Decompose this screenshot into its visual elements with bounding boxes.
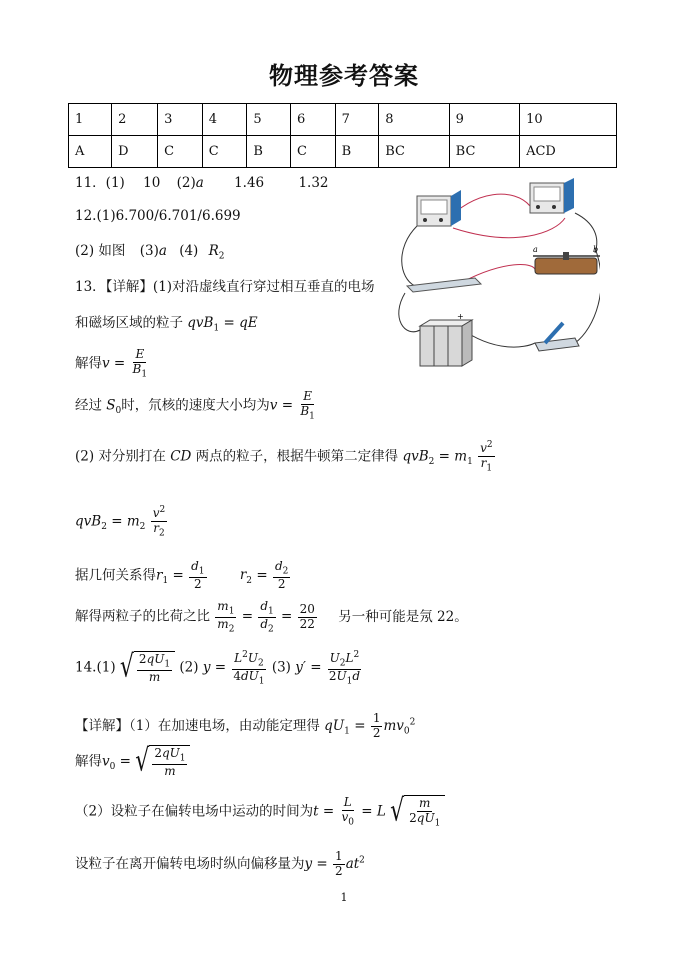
wire bbox=[453, 218, 565, 238]
question-number: 4 bbox=[202, 104, 247, 136]
question-number: 8 bbox=[379, 104, 449, 136]
switch bbox=[535, 323, 579, 351]
answer-choice: C bbox=[202, 136, 247, 168]
sliding-rheostat bbox=[533, 245, 600, 274]
q14-detail1: 【详解】（1）在加速电场，由动能定理得 $qU_1$ = $\frac{1}{2}$ $mv_0^2$ bbox=[75, 711, 416, 740]
wire bbox=[402, 226, 417, 286]
battery-pack bbox=[420, 312, 472, 366]
answer-choice: B bbox=[335, 136, 379, 168]
answer-choice: BC bbox=[449, 136, 519, 168]
answer-choice: C bbox=[290, 136, 335, 168]
question-number: 10 bbox=[520, 104, 617, 136]
label-b: b bbox=[593, 245, 599, 254]
answer-choice: ACD bbox=[520, 136, 617, 168]
answer-number-row bbox=[69, 104, 617, 136]
q13-line4: 经过 $S_0$时，氘核的速度大小均为v = $\frac{E}{B_1}$ bbox=[75, 389, 315, 422]
q13-line2: 和磁场区域的粒子 qvB$_1$ = qE bbox=[75, 315, 258, 334]
q11-answer: 11．(1) 10 (2)a 1.46 1.32 bbox=[75, 175, 329, 191]
q12-line2: (2) 如图 (3)a (4) $R_2$ bbox=[75, 243, 225, 262]
voltmeter bbox=[417, 190, 461, 226]
q14-detail2: 解得$v_0$ = √ $\frac{2qU_1}{m}$ bbox=[75, 745, 190, 779]
answer-choice: D bbox=[112, 136, 158, 168]
question-number: 2 bbox=[112, 104, 158, 136]
label-a: a bbox=[533, 245, 538, 254]
plus-sign: + bbox=[457, 312, 464, 321]
answer-choice: A bbox=[69, 136, 112, 168]
answer-choice-row bbox=[69, 136, 617, 168]
wire bbox=[399, 293, 420, 332]
question-number: 3 bbox=[158, 104, 203, 136]
q14-answer: 14.(1) √ $\frac{2qU_1}{m}$ (2) y = $\frac{L^2U_2}{4dU_1}$ (3) y′ = $\frac{U_2L^2}{2U_1d}$ bbox=[75, 650, 361, 687]
question-number: 5 bbox=[247, 104, 291, 136]
q14-detail3: （2）设粒子在偏转电场中运动的时间为t = $\frac{L}{v_0}$ = L √ $\frac{m}{2qU_1}$ bbox=[75, 795, 445, 829]
resistance-wire-board bbox=[407, 278, 481, 292]
q14-detail4: 设粒子在离开偏转电场时纵向偏移量为y = $\frac{1}{2}$ $at^2$ bbox=[75, 849, 365, 878]
question-number: 7 bbox=[335, 104, 379, 136]
answer-choice: C bbox=[158, 136, 203, 168]
q13-line8: 解得两粒子的比荷之比 $\frac{m_1}{m_2}$ = $\frac{d_1}{d_2}$ = $\frac{20}{22}$ 另一种可能是氖 22。 bbox=[75, 599, 468, 635]
q13-line6: $qvB_2 = m_2$ $\frac{v^2}{r_2}$ bbox=[75, 505, 166, 539]
page-title: 物理参考答案 bbox=[269, 62, 419, 90]
q13-line3: 解得v = $\frac{E}{B_1}$ bbox=[75, 347, 148, 380]
q13-line5: (2) 对分别打在 CD 两点的粒子，根据牛顿第二定律得 $qvB_2 = m_1$ $\frac{v^2}{r_1}$ bbox=[75, 440, 493, 474]
answer-table bbox=[68, 103, 617, 168]
ammeter bbox=[530, 178, 574, 213]
q12-line1: 12.(1)6.700/6.701/6.699 bbox=[75, 208, 241, 224]
question-number: 6 bbox=[290, 104, 335, 136]
page-number: 1 bbox=[340, 891, 348, 904]
circuit-diagram bbox=[395, 178, 600, 373]
q13-line7: 据几何关系得$r_1$ = $\frac{d_1}{2}$ $r_2$ = $\frac{d_2}{2}$ bbox=[75, 559, 289, 591]
question-number: 9 bbox=[449, 104, 519, 136]
answer-choice: B bbox=[247, 136, 291, 168]
q13-intro: 13．【详解】(1)对沿虚线直行穿过相互垂直的电场 bbox=[75, 279, 375, 295]
question-number: 1 bbox=[69, 104, 112, 136]
answer-choice: BC bbox=[379, 136, 449, 168]
